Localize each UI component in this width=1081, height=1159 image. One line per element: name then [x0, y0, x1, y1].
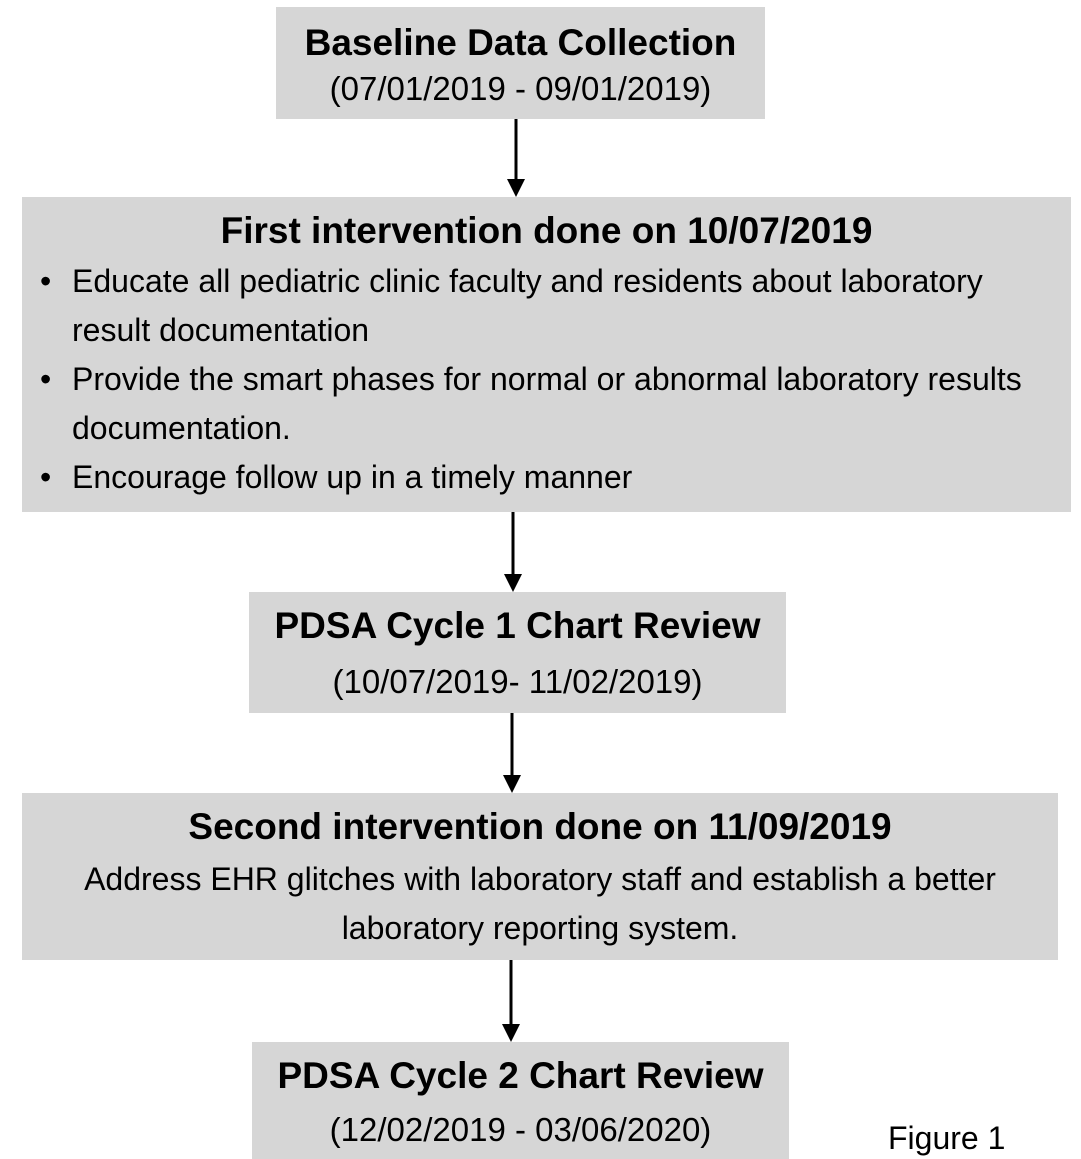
pdsa-cycle-2-title: PDSA Cycle 2 Chart Review — [277, 1055, 764, 1096]
arrow-down-icon — [502, 713, 522, 793]
list-item-text: Provide the smart phases for normal or abnormal laboratory results documentation. — [72, 361, 1022, 446]
first-intervention-title: First intervention done on 10/07/2019 — [220, 210, 873, 251]
list-item — [32, 453, 1061, 502]
baseline-box — [276, 7, 765, 119]
bullet-icon: • — [40, 459, 52, 495]
second-intervention-box — [22, 793, 1058, 960]
second-intervention-text: Address EHR glitches with laboratory staff and establish a better laboratory reporting system. — [84, 861, 996, 946]
pdsa-cycle-1-title: PDSA Cycle 1 Chart Review — [274, 605, 761, 646]
arrow-down-icon — [501, 960, 521, 1042]
pdsa-cycle-2-dates: (12/02/2019 - 03/06/2020) — [329, 1111, 712, 1148]
first-intervention-box — [22, 197, 1071, 512]
pdsa-cycle-1-dates: (10/07/2019- 11/02/2019) — [332, 663, 703, 700]
list-item-text: Encourage follow up in a timely manner — [72, 459, 633, 495]
baseline-title: Baseline Data Collection — [304, 22, 737, 63]
pdsa-cycle-2-box — [252, 1042, 789, 1159]
second-intervention-title: Second intervention done on 11/09/2019 — [188, 806, 892, 847]
baseline-dates: (07/01/2019 - 09/01/2019) — [329, 70, 712, 107]
first-intervention-list — [32, 257, 1061, 502]
figure-label: Figure 1 — [888, 1120, 1006, 1156]
pdsa-cycle-1-box — [249, 592, 786, 713]
bullet-icon: • — [40, 263, 52, 299]
arrow-down-icon — [503, 512, 523, 592]
arrow-down-icon — [506, 119, 526, 197]
list-item — [32, 355, 1061, 453]
list-item-text: Educate all pediatric clinic faculty and residents about laboratory result documentation — [72, 263, 983, 348]
list-item — [32, 257, 1061, 355]
bullet-icon: • — [40, 361, 52, 397]
